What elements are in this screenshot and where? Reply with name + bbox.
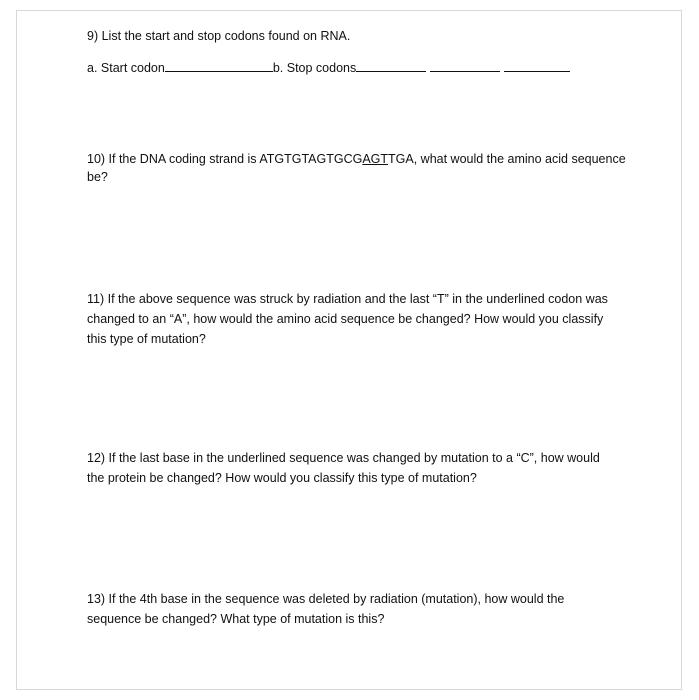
question-13-line-1: 13) If the 4th base in the sequence was deleted by radiation (mutation), how would the [87, 592, 565, 606]
question-9: 9) List the start and stop codons found on RNA. [87, 29, 351, 43]
underlined-codon: AGT [362, 152, 389, 166]
start-codon-label: a. Start codon [87, 61, 165, 75]
stop-codon-blank-2[interactable] [430, 58, 500, 72]
stop-codon-blank-1[interactable] [356, 58, 426, 72]
question-11-line-3: this type of mutation? [87, 332, 206, 346]
stop-codon-blank-3[interactable] [504, 58, 570, 72]
question-12-line-1: 12) If the last base in the underlined sequence was changed by mutation to a “C”, how would [87, 451, 600, 465]
question-12-line-2: the protein be changed? How would you classify this type of mutation? [87, 471, 477, 485]
start-codon-blank[interactable] [165, 58, 273, 72]
question-11-line-1: 11) If the above sequence was struck by radiation and the last “T” in the underlined codon was [87, 292, 608, 306]
question-11-line-2: changed to an “A”, how would the amino acid sequence be changed? How would you classify [87, 312, 604, 326]
question-10-line-2: be? [87, 170, 108, 184]
question-13-line-2: sequence be changed? What type of mutation is this? [87, 612, 385, 626]
question-9-answers [87, 58, 570, 78]
worksheet-page [16, 10, 682, 690]
question-10-pre: 10) If the DNA coding strand is ATGTGTAGTGCG [87, 152, 363, 166]
question-10-post: TGA, what would the amino acid sequence [388, 152, 626, 166]
question-10-line-1 [87, 149, 626, 169]
stop-codons-label: b. Stop codons [272, 61, 357, 75]
